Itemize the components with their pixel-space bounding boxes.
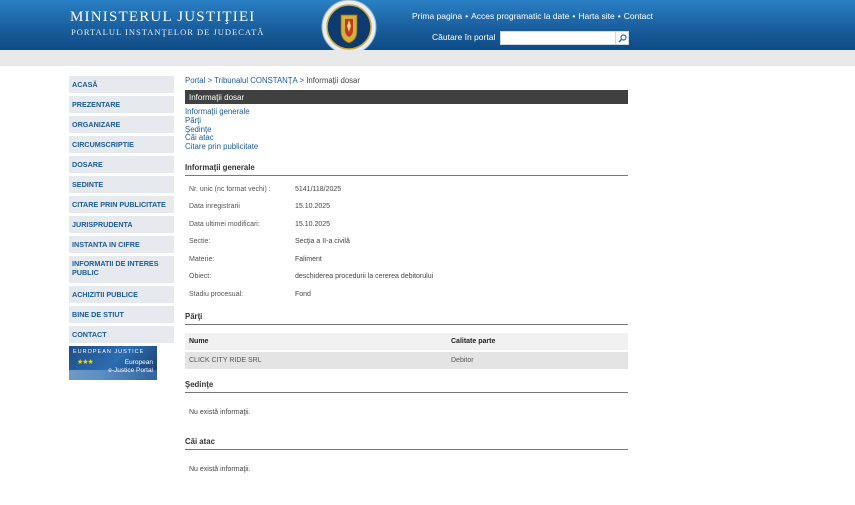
breadcrumb-portal[interactable]: Portal: [185, 76, 206, 85]
sidebar-item-dosare[interactable]: DOSARE: [69, 156, 174, 173]
cai-atac-empty-message: Nu există informaţii.: [189, 466, 251, 474]
breadcrumb-sep: >: [207, 76, 213, 85]
search-input[interactable]: [500, 31, 616, 45]
top-link-contact[interactable]: Contact: [623, 11, 653, 21]
party-role: Debitor: [451, 357, 474, 365]
quicklink-informatii-generale[interactable]: Informaţii generale: [185, 107, 250, 116]
site-header: [0, 0, 855, 50]
ejustice-banner-text: [108, 359, 153, 374]
top-link-api[interactable]: Acces programatic la date: [471, 11, 570, 21]
sidebar-item-organizare[interactable]: ORGANIZARE: [69, 116, 174, 133]
quicklink-cai-atac[interactable]: Căi atac: [185, 133, 214, 143]
sidebar-item-jurisprudenta[interactable]: JURISPRUDENTA: [69, 216, 174, 233]
search-icon: [618, 34, 627, 43]
sidebar-item-citare[interactable]: CITARE PRIN PUBLICITATE: [69, 196, 174, 213]
quick-links: [185, 108, 628, 152]
table-row: [185, 352, 628, 369]
sidebar-nav: [69, 76, 174, 380]
ejustice-logo-text: EUROPEAN JUSTICE: [73, 349, 145, 355]
ejustice-banner[interactable]: [69, 346, 157, 380]
sidebar-item-contact[interactable]: CONTACT: [69, 326, 174, 343]
info-row-materie: [185, 256, 628, 274]
info-label: Obiect:: [189, 273, 212, 281]
sidebar-item-prezentare[interactable]: PREZENTARE: [69, 96, 174, 113]
site-title: MINISTERUL JUSTIŢIEI: [70, 9, 256, 25]
parti-table-header: [185, 333, 628, 350]
heading-sedinte: Şedinţe: [185, 380, 628, 393]
top-link-sitemap[interactable]: Harta site: [578, 11, 615, 21]
top-link-home[interactable]: Prima pagina: [412, 11, 463, 21]
column-header-nume: Nume: [189, 338, 209, 346]
quicklink-sedinte[interactable]: Şedinţe: [185, 124, 212, 134]
info-value: deschiderea procedurii la cererea debitorului: [295, 273, 434, 281]
site-subtitle: PORTALUL INSTANŢELOR DE JUDECATĂ: [71, 27, 265, 37]
info-row-sectie: [185, 238, 628, 256]
sidebar-item-instanta-in-cifre[interactable]: INSTANTA IN CIFRE: [69, 236, 174, 253]
sidebar-item-acasa[interactable]: ACASĂ: [69, 76, 174, 93]
info-row-nr-unic: [185, 186, 628, 204]
column-header-calitate: Calitate parte: [451, 338, 496, 346]
sidebar-item-circumscriptie[interactable]: CIRCUMSCRIPTIE: [69, 136, 174, 153]
sidebar-item-informatii-interes-public[interactable]: INFORMATII DE INTERES PUBLIC: [69, 256, 174, 283]
top-links: Prima pagina • Acces programatic la date • Harta site • Contact: [412, 11, 653, 21]
heading-informatii-generale: Informaţii generale: [185, 163, 628, 176]
info-value: Fond: [295, 290, 311, 298]
sidebar-item-bine-de-stiut[interactable]: BINE DE STIUT: [69, 306, 174, 323]
page-title: Informaţii dosar: [185, 90, 628, 104]
info-value: 5141/118/2025: [295, 185, 342, 193]
info-label: Nr. unic (nc format vechi) :: [189, 185, 271, 193]
header-divider: [0, 50, 855, 66]
breadcrumb-court[interactable]: Tribunalul CONSTANŢA: [214, 76, 298, 85]
search-button[interactable]: [616, 31, 629, 45]
info-value: 15.10.2025: [295, 220, 331, 228]
main-content: [185, 76, 628, 473]
general-info-table: [185, 186, 628, 309]
party-name: CLICK CITY RIDE SRL: [189, 357, 262, 365]
search-label: Căutare în portal: [432, 32, 496, 42]
quicklink-citare[interactable]: Citare prin publicitate: [185, 142, 259, 152]
info-row-obiect: [185, 273, 628, 291]
breadcrumb-current: Informaţii dosar: [306, 76, 360, 85]
info-label: Data ultimei modificari:: [189, 220, 260, 228]
sidebar-item-sedinte[interactable]: SEDINTE: [69, 176, 174, 193]
quicklink-parti[interactable]: Părţi: [185, 115, 202, 125]
coat-of-arms-icon[interactable]: [320, 0, 378, 56]
info-row-stadiu: [185, 291, 628, 309]
info-value: 15.10.2025: [295, 203, 331, 211]
ejustice-line2: e-Justice Portal: [108, 366, 153, 374]
breadcrumb-sep: >: [299, 76, 305, 85]
info-row-data-inregistrarii: [185, 203, 628, 221]
sedinte-empty-message: Nu există informaţii.: [189, 409, 251, 417]
info-label: Sectie:: [189, 238, 211, 246]
info-value: Faliment: [295, 255, 322, 263]
sidebar-item-achizitii[interactable]: ACHIZITII PUBLICE: [69, 286, 174, 303]
info-label: Stadiu procesual:: [189, 290, 244, 298]
info-value: Secţia a II-a civilă: [295, 238, 350, 246]
breadcrumb: [185, 76, 628, 90]
info-label: Data inregistrarii: [189, 203, 240, 211]
eu-stars-icon: ★★★: [77, 359, 93, 366]
info-row-data-modificari: [185, 221, 628, 239]
heading-cai-atac: Căi atac: [185, 437, 628, 450]
heading-parti: Părţi: [185, 312, 628, 325]
info-label: Materie:: [189, 255, 215, 263]
ejustice-line1: European: [124, 359, 153, 366]
